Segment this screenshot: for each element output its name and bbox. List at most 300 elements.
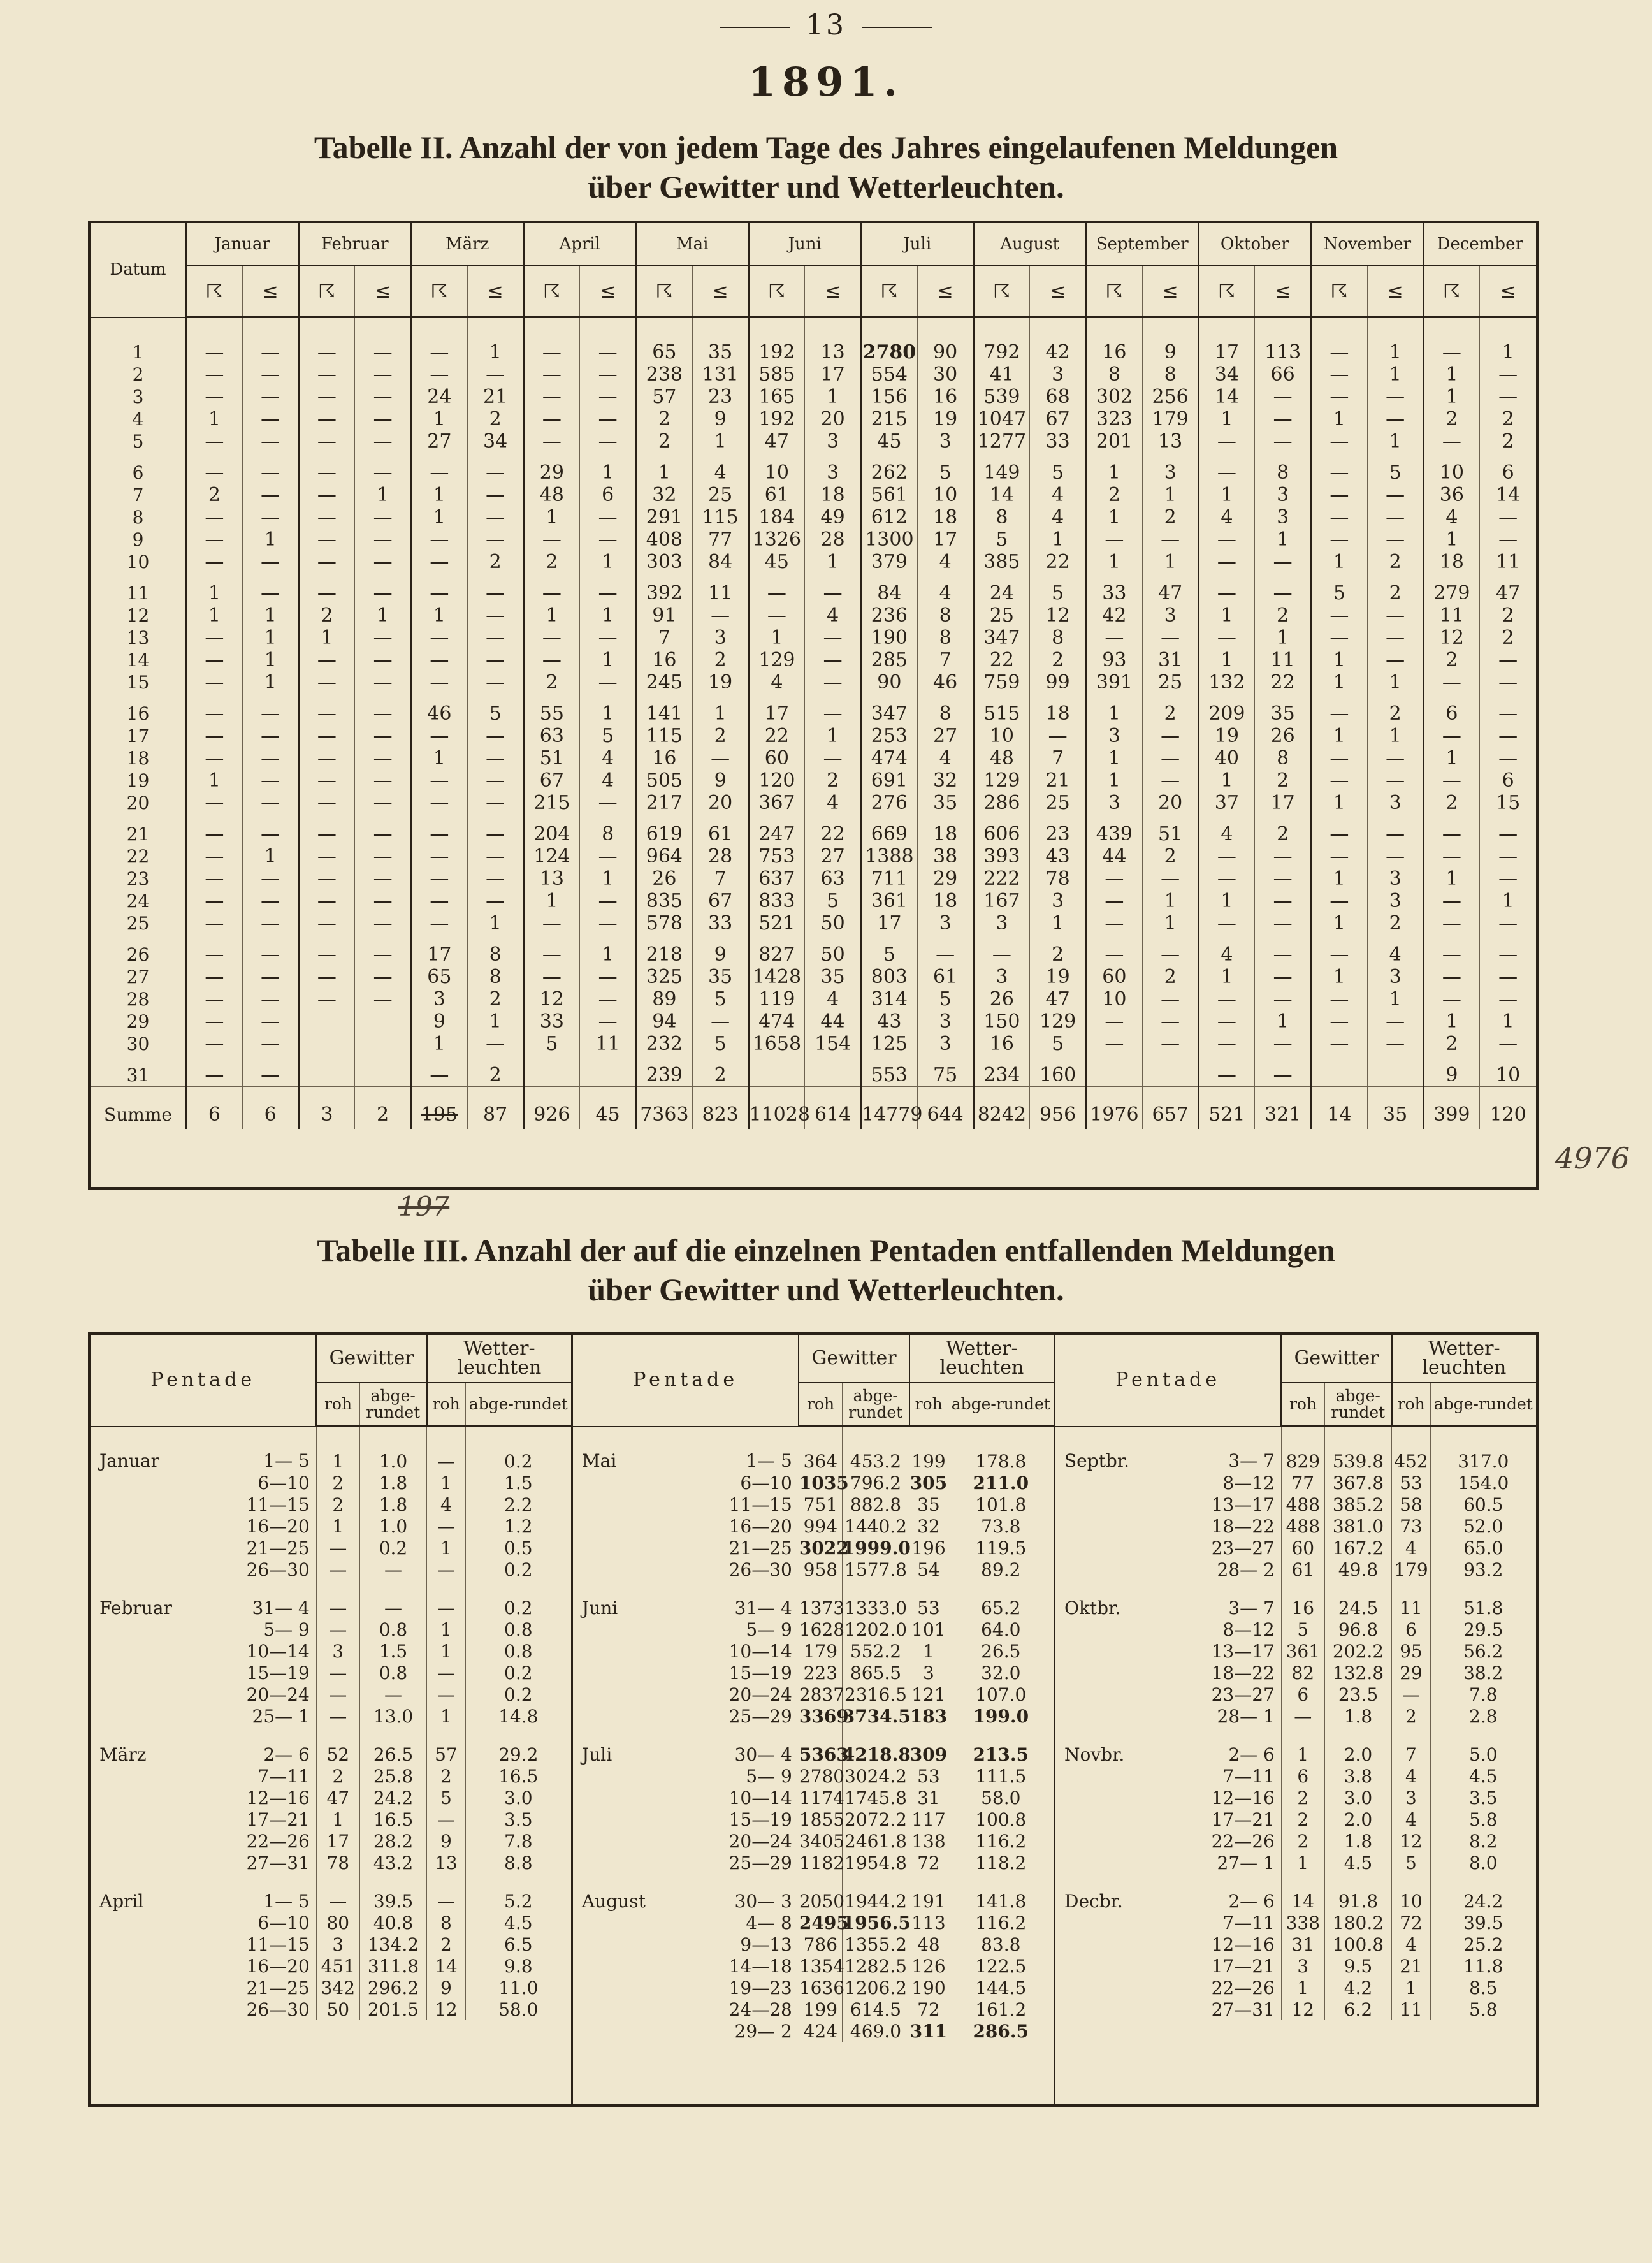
count-cell: 91.8 bbox=[1324, 1874, 1392, 1912]
count-cell: — bbox=[299, 363, 355, 386]
count-cell: 42 bbox=[1086, 604, 1142, 627]
count-cell: 474 bbox=[749, 1010, 805, 1033]
sum-cell: 45 bbox=[580, 1087, 636, 1130]
table-row bbox=[91, 814, 1536, 845]
month-label-empty bbox=[1055, 1619, 1190, 1640]
table-row bbox=[1055, 1427, 1536, 1473]
pentade-range: 28— 1 bbox=[1217, 1705, 1275, 1727]
count-cell: — bbox=[1142, 769, 1198, 792]
count-cell: 33 bbox=[1030, 430, 1086, 453]
count-cell: 6 bbox=[1480, 769, 1536, 792]
month-label-empty bbox=[573, 1912, 707, 1933]
count-cell: — bbox=[1367, 408, 1423, 430]
count-cell: 14 bbox=[974, 484, 1030, 506]
count-cell: 2 bbox=[1281, 1808, 1324, 1830]
count-cell: — bbox=[355, 671, 411, 694]
count-cell: 196 bbox=[909, 1537, 948, 1559]
table-row bbox=[91, 551, 1536, 573]
count-cell: 392 bbox=[636, 573, 692, 604]
count-cell: — bbox=[1311, 935, 1367, 966]
count-cell: — bbox=[1255, 935, 1311, 966]
count-cell: 27 bbox=[411, 430, 467, 453]
count-cell: 5 bbox=[580, 725, 636, 747]
date-cell: 14 bbox=[126, 650, 150, 671]
table-row bbox=[573, 1619, 1054, 1640]
count-cell: 93.2 bbox=[1430, 1559, 1536, 1580]
count-cell: — bbox=[1311, 769, 1367, 792]
count-cell: 385.2 bbox=[1324, 1494, 1392, 1515]
count-cell: 1 bbox=[316, 1427, 359, 1473]
wetterleuchten-header: Wetter-leuchten bbox=[909, 1335, 1054, 1383]
pentade-range: 14—18 bbox=[728, 1955, 792, 1977]
count-cell: 67 bbox=[524, 769, 580, 792]
pentade-range: 30— 3 bbox=[734, 1890, 792, 1912]
count-cell: — bbox=[467, 725, 523, 747]
count-cell: 291 bbox=[636, 506, 692, 528]
wetterleuchten-symbol-icon: ≤ bbox=[242, 266, 298, 317]
count-cell: 8 bbox=[917, 604, 973, 627]
count-cell: 33 bbox=[1086, 573, 1142, 604]
count-cell: 6 bbox=[1281, 1684, 1324, 1705]
table-row bbox=[573, 1559, 1054, 1580]
count-cell: — bbox=[355, 845, 411, 868]
month-label: März bbox=[99, 1743, 147, 1765]
pentade-range: 27—31 bbox=[1211, 1998, 1275, 2020]
table-row bbox=[573, 1874, 1054, 1912]
count-cell: 4 bbox=[1199, 506, 1255, 528]
count-cell: 29.5 bbox=[1430, 1619, 1536, 1640]
table-row bbox=[91, 484, 1536, 506]
count-cell: — bbox=[805, 573, 861, 604]
sum-cell: 521 bbox=[1199, 1087, 1255, 1130]
count-cell: 12 bbox=[1281, 1998, 1324, 2020]
count-cell: 364 bbox=[799, 1427, 842, 1473]
count-cell: 253 bbox=[861, 725, 917, 747]
count-cell: 165 bbox=[749, 386, 805, 408]
count-cell: — bbox=[316, 1662, 359, 1684]
count-cell: 314 bbox=[861, 988, 917, 1010]
date-cell: 16 bbox=[126, 703, 150, 724]
month-label-empty bbox=[573, 1619, 707, 1640]
count-cell: 2 bbox=[692, 725, 748, 747]
count-cell: — bbox=[467, 453, 523, 484]
count-cell: 1 bbox=[242, 627, 298, 649]
count-cell: — bbox=[580, 792, 636, 814]
count-cell: — bbox=[186, 694, 242, 725]
table-row bbox=[1055, 1998, 1536, 2020]
count-cell: 325 bbox=[636, 966, 692, 988]
count-cell: 347 bbox=[974, 627, 1030, 649]
count-cell: 8.2 bbox=[1430, 1830, 1536, 1852]
count-cell: 5.0 bbox=[1430, 1727, 1536, 1765]
count-cell: 385 bbox=[974, 551, 1030, 573]
count-cell: 2 bbox=[1424, 408, 1480, 430]
count-cell: 1 bbox=[1311, 408, 1367, 430]
count-cell: 796.2 bbox=[842, 1472, 909, 1494]
table-row bbox=[91, 1494, 571, 1515]
count-cell: 4 bbox=[580, 769, 636, 792]
table-row bbox=[1055, 1494, 1536, 1515]
pentade-range: 20—24 bbox=[246, 1684, 310, 1705]
count-cell: 191 bbox=[909, 1874, 948, 1912]
month-header: November bbox=[1311, 223, 1424, 266]
count-cell: 552.2 bbox=[842, 1640, 909, 1662]
count-cell: — bbox=[1480, 694, 1536, 725]
gewitter-symbol-icon: ☈ bbox=[411, 266, 467, 317]
count-cell: — bbox=[467, 814, 523, 845]
count-cell: 1.5 bbox=[359, 1640, 427, 1662]
count-cell: 60 bbox=[1086, 966, 1142, 988]
count-cell: 1999.0 bbox=[842, 1537, 911, 1559]
count-cell: 19 bbox=[692, 671, 748, 694]
count-cell: 0.2 bbox=[465, 1559, 571, 1580]
count-cell: 1 bbox=[186, 573, 242, 604]
count-cell: — bbox=[242, 868, 298, 890]
count-cell: 46 bbox=[411, 694, 467, 725]
gewitter-header: Gewitter bbox=[1281, 1335, 1391, 1383]
count-cell: 215 bbox=[861, 408, 917, 430]
count-cell: 190 bbox=[909, 1977, 948, 1998]
count-cell: 1035 bbox=[799, 1472, 849, 1494]
count-cell: 7 bbox=[692, 868, 748, 890]
gewitter-symbol-icon: ☈ bbox=[1086, 266, 1142, 317]
pentade-header: Pentade bbox=[1055, 1335, 1281, 1427]
count-cell: 80 bbox=[316, 1912, 359, 1933]
count-cell: 13 bbox=[524, 868, 580, 890]
pentade-range: 27—31 bbox=[246, 1852, 310, 1874]
count-cell: — bbox=[580, 671, 636, 694]
count-cell: 1 bbox=[1255, 1010, 1311, 1033]
count-cell: 0.8 bbox=[359, 1619, 427, 1640]
count-cell: — bbox=[242, 792, 298, 814]
count-cell: — bbox=[1480, 747, 1536, 769]
count-cell: — bbox=[1480, 363, 1536, 386]
count-cell: 1 bbox=[1424, 1010, 1480, 1033]
count-cell: 3 bbox=[1255, 506, 1311, 528]
count-cell: 3 bbox=[917, 1010, 973, 1033]
count-cell: — bbox=[467, 363, 523, 386]
count-cell: 12 bbox=[524, 988, 580, 1010]
table-row bbox=[91, 363, 1536, 386]
count-cell bbox=[355, 1055, 411, 1087]
count-cell: 18 bbox=[805, 484, 861, 506]
count-cell: — bbox=[242, 453, 298, 484]
roh-header: roh bbox=[427, 1383, 465, 1427]
count-cell: 9 bbox=[692, 935, 748, 966]
count-cell: 2461.8 bbox=[842, 1830, 909, 1852]
count-cell: — bbox=[805, 627, 861, 649]
date-cell: 31 bbox=[126, 1065, 150, 1086]
roh-header: roh bbox=[1392, 1383, 1430, 1427]
count-cell: — bbox=[242, 363, 298, 386]
count-cell: 31 bbox=[1142, 649, 1198, 671]
count-cell: — bbox=[299, 528, 355, 551]
count-cell: — bbox=[355, 363, 411, 386]
count-cell: 9.5 bbox=[1324, 1955, 1392, 1977]
count-cell: 1354 bbox=[799, 1955, 845, 1977]
count-cell: 3 bbox=[1392, 1787, 1430, 1808]
count-cell: 113 bbox=[1255, 317, 1311, 364]
pentade-range: 12—16 bbox=[1211, 1933, 1275, 1955]
count-cell: 41 bbox=[974, 363, 1030, 386]
count-cell: 5 bbox=[805, 890, 861, 912]
count-cell: 279 bbox=[1424, 573, 1480, 604]
count-cell: 2780 bbox=[799, 1765, 845, 1787]
wetterleuchten-header: Wetter-leuchten bbox=[427, 1335, 571, 1383]
count-cell: 2.8 bbox=[1430, 1705, 1536, 1727]
count-cell: — bbox=[467, 792, 523, 814]
count-cell: 0.8 bbox=[465, 1619, 571, 1640]
count-cell: — bbox=[186, 912, 242, 935]
count-cell: 23.5 bbox=[1324, 1684, 1392, 1705]
count-cell: — bbox=[1480, 912, 1536, 935]
count-cell: — bbox=[580, 966, 636, 988]
count-cell: 12 bbox=[1424, 627, 1480, 649]
count-cell: 120 bbox=[749, 769, 805, 792]
count-cell: 10 bbox=[1480, 1055, 1536, 1087]
count-cell: 82 bbox=[1281, 1662, 1324, 1684]
count-cell: — bbox=[1480, 988, 1536, 1010]
count-cell: 26.5 bbox=[948, 1640, 1054, 1662]
month-label-empty bbox=[91, 1494, 225, 1515]
count-cell: — bbox=[1480, 649, 1536, 671]
count-cell: 323 bbox=[1086, 408, 1142, 430]
date-cell: 23 bbox=[126, 868, 150, 889]
count-cell: 209 bbox=[1199, 694, 1255, 725]
month-label-empty bbox=[91, 1684, 225, 1705]
count-cell: 759 bbox=[974, 671, 1030, 694]
count-cell: — bbox=[299, 506, 355, 528]
count-cell: 2050 bbox=[799, 1874, 842, 1912]
month-label: Juni bbox=[582, 1597, 618, 1619]
count-cell: 14 bbox=[1199, 386, 1255, 408]
count-cell: — bbox=[242, 769, 298, 792]
count-cell: 2 bbox=[467, 551, 523, 573]
count-cell: — bbox=[467, 671, 523, 694]
count-cell: — bbox=[1480, 845, 1536, 868]
count-cell: — bbox=[411, 814, 467, 845]
count-cell: 8 bbox=[1086, 363, 1142, 386]
pentade-panel bbox=[1054, 1335, 1536, 2104]
count-cell: 578 bbox=[636, 912, 692, 935]
count-cell: 4 bbox=[1392, 1933, 1430, 1955]
table-row bbox=[1055, 1537, 1536, 1559]
count-cell: 7.8 bbox=[465, 1830, 571, 1852]
count-cell: — bbox=[411, 671, 467, 694]
count-cell: — bbox=[355, 430, 411, 453]
count-cell: 245 bbox=[636, 671, 692, 694]
count-cell: 35 bbox=[692, 317, 748, 364]
table-row bbox=[573, 1955, 1054, 1977]
count-cell: — bbox=[427, 1874, 465, 1912]
month-label-empty bbox=[573, 1515, 707, 1537]
count-cell: 68 bbox=[1030, 386, 1086, 408]
count-cell: — bbox=[1199, 453, 1255, 484]
count-cell: — bbox=[1311, 506, 1367, 528]
count-cell: — bbox=[411, 573, 467, 604]
table-row bbox=[1055, 1727, 1536, 1765]
month-label-empty bbox=[573, 1977, 707, 1998]
table-row bbox=[573, 1787, 1054, 1808]
date-cell: 10 bbox=[126, 551, 150, 572]
count-cell: — bbox=[299, 725, 355, 747]
count-cell: — bbox=[1311, 453, 1367, 484]
count-cell: 2 bbox=[1281, 1830, 1324, 1852]
count-cell: — bbox=[1311, 386, 1367, 408]
count-cell: 5 bbox=[917, 453, 973, 484]
count-cell: — bbox=[316, 1537, 359, 1559]
count-cell: 958 bbox=[799, 1559, 842, 1580]
count-cell: — bbox=[524, 966, 580, 988]
sum-cell: 35 bbox=[1367, 1087, 1423, 1130]
count-cell: 10 bbox=[917, 484, 973, 506]
count-cell: 0.8 bbox=[465, 1640, 571, 1662]
count-cell: 138 bbox=[909, 1830, 948, 1852]
count-cell: — bbox=[242, 747, 298, 769]
count-cell: — bbox=[1142, 747, 1198, 769]
count-cell: 367 bbox=[749, 792, 805, 814]
count-cell: — bbox=[242, 408, 298, 430]
count-cell: 10 bbox=[974, 725, 1030, 747]
month-label-empty bbox=[573, 1933, 707, 1955]
count-cell: — bbox=[411, 769, 467, 792]
table-row bbox=[1055, 1765, 1536, 1787]
count-cell: 180.2 bbox=[1324, 1912, 1392, 1933]
count-cell: 223 bbox=[799, 1662, 842, 1684]
count-cell: 1 bbox=[427, 1537, 465, 1559]
sum-cell: 614 bbox=[805, 1087, 861, 1130]
count-cell: — bbox=[1086, 1033, 1142, 1055]
count-cell: 11 bbox=[692, 573, 748, 604]
count-cell: — bbox=[917, 935, 973, 966]
count-cell: 20 bbox=[805, 408, 861, 430]
pentade-range: 11—15 bbox=[728, 1494, 792, 1515]
count-cell: 1 bbox=[1311, 551, 1367, 573]
count-cell: 118.2 bbox=[948, 1852, 1054, 1874]
count-cell: 1 bbox=[355, 484, 411, 506]
sum-cell: 87 bbox=[467, 1087, 523, 1130]
count-cell: 3734.5 bbox=[842, 1705, 911, 1727]
count-cell: 305 bbox=[909, 1472, 948, 1494]
count-cell: — bbox=[186, 725, 242, 747]
count-cell: — bbox=[1424, 988, 1480, 1010]
count-cell: 0.2 bbox=[465, 1427, 571, 1473]
sum-cell: 14779 bbox=[861, 1087, 917, 1130]
count-cell: — bbox=[467, 845, 523, 868]
date-cell: 7 bbox=[132, 484, 144, 506]
count-cell: 22 bbox=[805, 814, 861, 845]
count-cell: 1 bbox=[1367, 363, 1423, 386]
table-row bbox=[91, 1427, 571, 1473]
month-label-empty bbox=[91, 1977, 225, 1998]
count-cell: 217 bbox=[636, 792, 692, 814]
count-cell: 3 bbox=[1367, 792, 1423, 814]
count-cell: 669 bbox=[861, 814, 917, 845]
gewitter-symbol-icon: ☈ bbox=[974, 266, 1030, 317]
count-cell: — bbox=[524, 935, 580, 966]
count-cell: 18 bbox=[917, 890, 973, 912]
month-label-empty bbox=[573, 1662, 707, 1684]
count-cell: — bbox=[580, 430, 636, 453]
pentade-range: 4— 8 bbox=[746, 1912, 792, 1933]
count-cell: — bbox=[1030, 725, 1086, 747]
pentade-range: 5— 9 bbox=[746, 1619, 792, 1640]
gewitter-symbol-icon: ☈ bbox=[1311, 266, 1367, 317]
count-cell: 20 bbox=[1142, 792, 1198, 814]
table2-title-line1: Tabelle II. Anzahl der von jedem Tage des Jahres eingelaufenen Meldungen bbox=[314, 129, 1338, 165]
count-cell: — bbox=[1199, 1033, 1255, 1055]
count-cell: — bbox=[411, 868, 467, 890]
count-cell: 3 bbox=[917, 1033, 973, 1055]
count-cell: 1 bbox=[1199, 649, 1255, 671]
count-cell: — bbox=[186, 551, 242, 573]
count-cell: 47 bbox=[316, 1787, 359, 1808]
count-cell: 4 bbox=[1199, 814, 1255, 845]
count-cell: 60 bbox=[749, 747, 805, 769]
table-row bbox=[91, 988, 1536, 1010]
count-cell: 1388 bbox=[861, 845, 917, 868]
count-cell: 751 bbox=[799, 1494, 842, 1515]
count-cell: 1944.2 bbox=[842, 1874, 909, 1912]
count-cell: 16 bbox=[974, 1033, 1030, 1055]
month-label-empty bbox=[91, 1933, 225, 1955]
count-cell: 73.8 bbox=[948, 1515, 1054, 1537]
count-cell: 1 bbox=[316, 1808, 359, 1830]
count-cell: 14.8 bbox=[465, 1705, 571, 1727]
count-cell: — bbox=[411, 551, 467, 573]
count-cell: 317.0 bbox=[1430, 1427, 1536, 1473]
count-cell: — bbox=[1424, 317, 1480, 364]
count-cell: 61 bbox=[749, 484, 805, 506]
date-cell: 15 bbox=[126, 672, 150, 693]
pentade-range: 17—21 bbox=[246, 1808, 310, 1830]
table-row bbox=[1055, 1852, 1536, 1874]
count-cell: 379 bbox=[861, 551, 917, 573]
count-cell: — bbox=[1199, 573, 1255, 604]
count-cell: — bbox=[242, 317, 298, 364]
count-cell: 12 bbox=[1030, 604, 1086, 627]
table-row bbox=[1055, 1705, 1536, 1727]
count-cell: 61 bbox=[1281, 1559, 1324, 1580]
sum-cell: 195 bbox=[411, 1087, 467, 1130]
count-cell: 0.8 bbox=[359, 1662, 427, 1684]
table-row bbox=[1055, 1830, 1536, 1852]
count-cell: 5.8 bbox=[1430, 1808, 1536, 1830]
sum-cell: 321 bbox=[1255, 1087, 1311, 1130]
count-cell: 25.2 bbox=[1430, 1933, 1536, 1955]
count-cell: 57 bbox=[636, 386, 692, 408]
count-cell: 6 bbox=[1281, 1765, 1324, 1787]
count-cell: — bbox=[411, 649, 467, 671]
count-cell: 1.0 bbox=[359, 1515, 427, 1537]
count-cell: 11.8 bbox=[1430, 1955, 1536, 1977]
pentade-range: 7—11 bbox=[1222, 1765, 1275, 1787]
pentade-range: 5— 9 bbox=[746, 1765, 792, 1787]
count-cell: — bbox=[242, 935, 298, 966]
count-cell: 3 bbox=[1086, 792, 1142, 814]
count-cell: 2 bbox=[467, 1055, 523, 1087]
count-cell: — bbox=[1480, 966, 1536, 988]
table-row bbox=[91, 1537, 571, 1559]
count-cell: 1 bbox=[749, 627, 805, 649]
table-row bbox=[91, 573, 1536, 604]
abgerundet-header: abge-rundet bbox=[842, 1383, 909, 1427]
count-cell: — bbox=[186, 1010, 242, 1033]
count-cell: 124 bbox=[524, 845, 580, 868]
count-cell: 5.8 bbox=[1430, 1998, 1536, 2020]
count-cell: 5 bbox=[692, 988, 748, 1010]
count-cell: — bbox=[1086, 1010, 1142, 1033]
